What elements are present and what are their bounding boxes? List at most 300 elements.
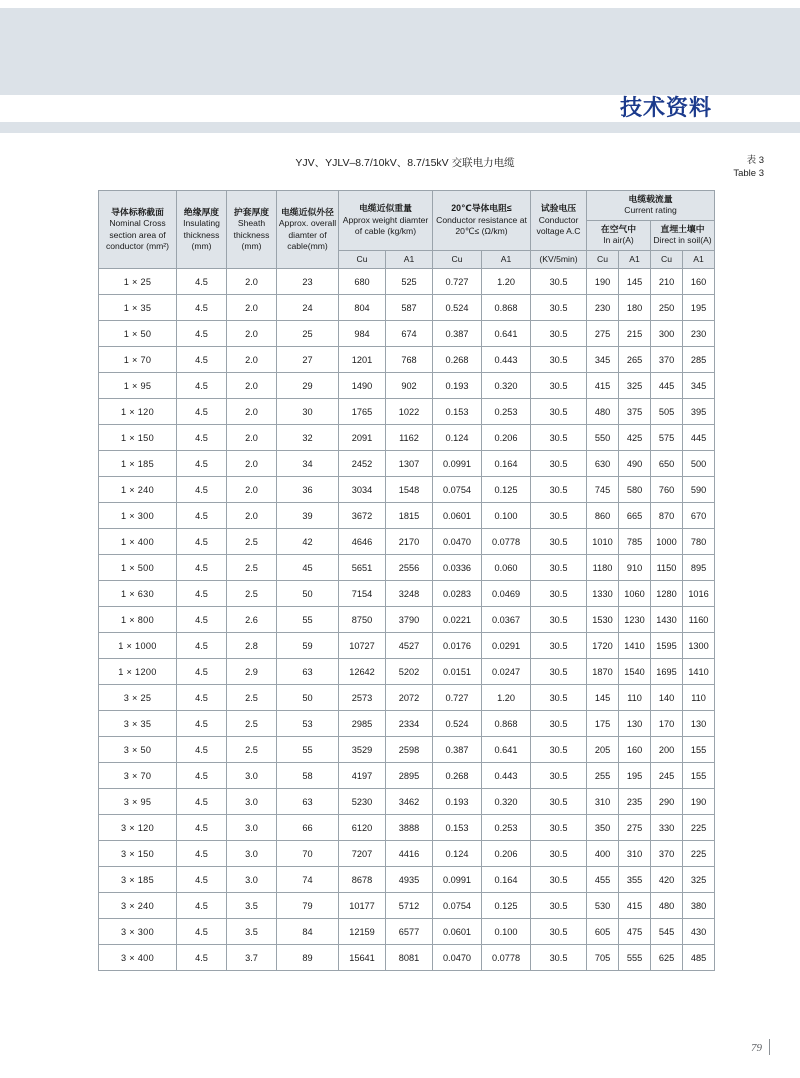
table-row xyxy=(99,867,715,893)
cell-insulating-thickness: 4.5 xyxy=(177,919,227,945)
cell-resistance-cu: 0.153 xyxy=(433,399,482,425)
cell-soil-cu: 420 xyxy=(651,867,683,893)
cell-soil-al: 285 xyxy=(683,347,715,373)
cell-weight-cu: 3034 xyxy=(339,477,386,503)
cell-soil-al: 670 xyxy=(683,503,715,529)
table-row xyxy=(99,659,715,685)
cell-air-al: 1410 xyxy=(619,633,651,659)
cell-insulating-thickness: 4.5 xyxy=(177,607,227,633)
cell-resistance-al: 0.253 xyxy=(482,815,531,841)
cell-air-cu: 1330 xyxy=(587,581,619,607)
cell-resistance-cu: 0.0991 xyxy=(433,451,482,477)
cell-sheath-thickness: 2.0 xyxy=(227,347,277,373)
cell-sheath-thickness: 2.0 xyxy=(227,269,277,295)
cell-insulating-thickness: 4.5 xyxy=(177,451,227,477)
cell-approx-diameter: 63 xyxy=(277,789,339,815)
cell-approx-diameter: 42 xyxy=(277,529,339,555)
cell-voltage: 30.5 xyxy=(531,269,587,295)
cell-insulating-thickness: 4.5 xyxy=(177,737,227,763)
cell-air-al: 475 xyxy=(619,919,651,945)
col-header-conductor-voltage xyxy=(531,191,587,251)
cell-soil-al: 380 xyxy=(683,893,715,919)
cell-size: 1 × 25 xyxy=(99,269,177,295)
cell-soil-cu: 290 xyxy=(651,789,683,815)
cell-voltage: 30.5 xyxy=(531,399,587,425)
col-header-approx-weight-cn: 电缆近似重量 xyxy=(359,203,412,214)
cell-size: 1 × 185 xyxy=(99,451,177,477)
cell-sheath-thickness: 3.0 xyxy=(227,867,277,893)
table-row xyxy=(99,945,715,971)
cell-resistance-al: 0.443 xyxy=(482,347,531,373)
cell-air-cu: 255 xyxy=(587,763,619,789)
cell-weight-cu: 3672 xyxy=(339,503,386,529)
cell-size: 1 × 50 xyxy=(99,321,177,347)
cell-sheath-thickness: 3.0 xyxy=(227,815,277,841)
cell-approx-diameter: 29 xyxy=(277,373,339,399)
cell-voltage: 30.5 xyxy=(531,815,587,841)
cell-sheath-thickness: 2.8 xyxy=(227,633,277,659)
cell-air-al: 180 xyxy=(619,295,651,321)
cell-weight-al: 4527 xyxy=(386,633,433,659)
cell-sheath-thickness: 3.5 xyxy=(227,893,277,919)
page-footer xyxy=(0,1030,800,1054)
table-row xyxy=(99,919,715,945)
cell-weight-al: 5202 xyxy=(386,659,433,685)
cell-voltage: 30.5 xyxy=(531,373,587,399)
col-header-nominal-cross-section-cn: 导体标称截面 xyxy=(111,206,164,217)
cell-soil-cu: 1000 xyxy=(651,529,683,555)
table-number xyxy=(733,154,764,180)
col-header-in-air-cn: 在空气中 xyxy=(600,223,637,234)
cell-air-al: 910 xyxy=(619,555,651,581)
cell-sheath-thickness: 2.5 xyxy=(227,685,277,711)
cell-approx-diameter: 58 xyxy=(277,763,339,789)
cell-air-cu: 630 xyxy=(587,451,619,477)
cell-resistance-al: 0.0367 xyxy=(482,607,531,633)
cell-air-al: 1230 xyxy=(619,607,651,633)
col-header-approx-overall-diameter xyxy=(277,191,339,269)
table-row xyxy=(99,295,715,321)
cell-air-cu: 1870 xyxy=(587,659,619,685)
col-header-in-air xyxy=(587,220,651,250)
cell-sheath-thickness: 2.5 xyxy=(227,737,277,763)
table-row xyxy=(99,633,715,659)
col-header-approx-overall-diameter-en: Approx. overall diamter of cable(mm) xyxy=(278,218,337,251)
table-row xyxy=(99,737,715,763)
col-header-conductor-resistance-cn: 20℃导体电阻≤ xyxy=(451,203,512,214)
cell-weight-cu: 2573 xyxy=(339,685,386,711)
cell-air-cu: 605 xyxy=(587,919,619,945)
cell-soil-al: 325 xyxy=(683,867,715,893)
cell-weight-al: 587 xyxy=(386,295,433,321)
table-row xyxy=(99,763,715,789)
cell-soil-cu: 370 xyxy=(651,347,683,373)
cell-sheath-thickness: 2.5 xyxy=(227,581,277,607)
cell-size: 3 × 95 xyxy=(99,789,177,815)
table-row xyxy=(99,347,715,373)
cell-weight-al: 674 xyxy=(386,321,433,347)
cell-weight-cu: 12642 xyxy=(339,659,386,685)
cell-voltage: 30.5 xyxy=(531,685,587,711)
col-header-insulating-thickness xyxy=(177,191,227,269)
cell-resistance-cu: 0.124 xyxy=(433,841,482,867)
cell-weight-al: 6577 xyxy=(386,919,433,945)
cell-voltage: 30.5 xyxy=(531,945,587,971)
col-header-approx-weight-en: Approx weight diamter of cable (kg/km) xyxy=(342,214,429,237)
cell-resistance-cu: 0.0991 xyxy=(433,867,482,893)
table-row xyxy=(99,269,715,295)
cell-soil-al: 230 xyxy=(683,321,715,347)
cell-approx-diameter: 66 xyxy=(277,815,339,841)
cell-soil-cu: 1280 xyxy=(651,581,683,607)
cell-weight-cu: 1490 xyxy=(339,373,386,399)
cell-approx-diameter: 55 xyxy=(277,737,339,763)
cell-weight-al: 2598 xyxy=(386,737,433,763)
cell-size: 3 × 400 xyxy=(99,945,177,971)
cell-weight-cu: 984 xyxy=(339,321,386,347)
cell-air-cu: 345 xyxy=(587,347,619,373)
cell-insulating-thickness: 4.5 xyxy=(177,867,227,893)
cell-soil-al: 130 xyxy=(683,711,715,737)
page-number-rule xyxy=(769,1039,770,1055)
cell-air-al: 375 xyxy=(619,399,651,425)
cell-voltage: 30.5 xyxy=(531,841,587,867)
cell-resistance-al: 0.641 xyxy=(482,737,531,763)
cell-soil-cu: 760 xyxy=(651,477,683,503)
cell-weight-cu: 680 xyxy=(339,269,386,295)
col-subheader-soil-al: A1 xyxy=(683,250,715,268)
cell-resistance-al: 0.206 xyxy=(482,425,531,451)
cell-size: 3 × 240 xyxy=(99,893,177,919)
cell-soil-cu: 505 xyxy=(651,399,683,425)
cell-resistance-cu: 0.124 xyxy=(433,425,482,451)
cell-soil-al: 1410 xyxy=(683,659,715,685)
cell-air-al: 425 xyxy=(619,425,651,451)
cell-weight-al: 1548 xyxy=(386,477,433,503)
cell-soil-cu: 575 xyxy=(651,425,683,451)
cell-approx-diameter: 59 xyxy=(277,633,339,659)
cell-sheath-thickness: 2.0 xyxy=(227,373,277,399)
table-row xyxy=(99,607,715,633)
cell-resistance-cu: 0.0601 xyxy=(433,503,482,529)
col-header-conductor-resistance-en: Conductor resistance at 20℃≤ (Ω/km) xyxy=(436,214,527,237)
cell-weight-cu: 1765 xyxy=(339,399,386,425)
cell-resistance-al: 0.125 xyxy=(482,477,531,503)
cell-resistance-cu: 0.0151 xyxy=(433,659,482,685)
cell-weight-al: 3248 xyxy=(386,581,433,607)
cell-soil-al: 395 xyxy=(683,399,715,425)
cell-soil-cu: 245 xyxy=(651,763,683,789)
cell-weight-cu: 4646 xyxy=(339,529,386,555)
cell-resistance-al: 0.0778 xyxy=(482,529,531,555)
cell-weight-al: 2334 xyxy=(386,711,433,737)
cell-resistance-cu: 0.524 xyxy=(433,295,482,321)
cell-air-cu: 350 xyxy=(587,815,619,841)
cell-sheath-thickness: 2.0 xyxy=(227,477,277,503)
col-header-conductor-voltage-en: Conductor voltage A.C xyxy=(536,214,581,237)
cell-air-cu: 1530 xyxy=(587,607,619,633)
table-header-row-1 xyxy=(99,191,715,221)
cell-weight-cu: 3529 xyxy=(339,737,386,763)
cell-resistance-cu: 0.0754 xyxy=(433,477,482,503)
cell-weight-cu: 1201 xyxy=(339,347,386,373)
cell-air-cu: 400 xyxy=(587,841,619,867)
cell-voltage: 30.5 xyxy=(531,477,587,503)
col-header-conductor-resistance xyxy=(433,191,531,251)
cell-resistance-cu: 0.0754 xyxy=(433,893,482,919)
cell-weight-cu: 2985 xyxy=(339,711,386,737)
cell-sheath-thickness: 2.0 xyxy=(227,295,277,321)
cell-resistance-cu: 0.0283 xyxy=(433,581,482,607)
col-subheader-voltage-unit: (KV/5min) xyxy=(531,250,587,268)
cell-size: 3 × 50 xyxy=(99,737,177,763)
cell-insulating-thickness: 4.5 xyxy=(177,945,227,971)
cell-soil-al: 110 xyxy=(683,685,715,711)
cell-size: 3 × 35 xyxy=(99,711,177,737)
cell-approx-diameter: 50 xyxy=(277,581,339,607)
cell-approx-diameter: 84 xyxy=(277,919,339,945)
cell-size: 1 × 500 xyxy=(99,555,177,581)
cell-approx-diameter: 32 xyxy=(277,425,339,451)
cell-resistance-cu: 0.268 xyxy=(433,347,482,373)
cell-soil-al: 590 xyxy=(683,477,715,503)
cell-approx-diameter: 79 xyxy=(277,893,339,919)
cell-resistance-cu: 0.0176 xyxy=(433,633,482,659)
col-header-direct-in-soil-en: Direct in soil(A) xyxy=(653,235,712,246)
col-header-current-rating-cn: 电缆载流量 xyxy=(628,194,673,204)
cell-resistance-al: 0.206 xyxy=(482,841,531,867)
cell-voltage: 30.5 xyxy=(531,711,587,737)
cell-soil-al: 895 xyxy=(683,555,715,581)
cell-soil-al: 1160 xyxy=(683,607,715,633)
cell-soil-cu: 650 xyxy=(651,451,683,477)
cell-voltage: 30.5 xyxy=(531,581,587,607)
cell-voltage: 30.5 xyxy=(531,555,587,581)
cell-approx-diameter: 34 xyxy=(277,451,339,477)
cell-sheath-thickness: 3.0 xyxy=(227,789,277,815)
cell-resistance-al: 0.641 xyxy=(482,321,531,347)
cell-insulating-thickness: 4.5 xyxy=(177,893,227,919)
cell-size: 3 × 70 xyxy=(99,763,177,789)
table-row xyxy=(99,581,715,607)
col-subheader-air-al: A1 xyxy=(619,250,651,268)
cell-resistance-al: 0.164 xyxy=(482,451,531,477)
cell-weight-cu: 4197 xyxy=(339,763,386,789)
cell-resistance-al: 0.868 xyxy=(482,711,531,737)
cell-soil-al: 485 xyxy=(683,945,715,971)
cell-soil-cu: 870 xyxy=(651,503,683,529)
cell-insulating-thickness: 4.5 xyxy=(177,529,227,555)
col-header-insulating-thickness-en: Insulating thickness (mm) xyxy=(183,218,220,251)
table-header xyxy=(99,191,715,269)
cell-insulating-thickness: 4.5 xyxy=(177,347,227,373)
cell-air-al: 110 xyxy=(619,685,651,711)
cell-voltage: 30.5 xyxy=(531,451,587,477)
col-header-approx-weight xyxy=(339,191,433,251)
cell-soil-al: 160 xyxy=(683,269,715,295)
cell-approx-diameter: 36 xyxy=(277,477,339,503)
cell-voltage: 30.5 xyxy=(531,737,587,763)
cell-soil-cu: 545 xyxy=(651,919,683,945)
cell-sheath-thickness: 3.5 xyxy=(227,919,277,945)
col-header-sheath-thickness-en: Sheath thickness (mm) xyxy=(233,218,270,251)
cell-soil-cu: 330 xyxy=(651,815,683,841)
cell-weight-cu: 7207 xyxy=(339,841,386,867)
cell-weight-al: 2170 xyxy=(386,529,433,555)
cell-voltage: 30.5 xyxy=(531,789,587,815)
cell-weight-al: 4935 xyxy=(386,867,433,893)
table-row xyxy=(99,321,715,347)
cell-weight-cu: 7154 xyxy=(339,581,386,607)
cell-weight-cu: 2452 xyxy=(339,451,386,477)
cell-resistance-al: 0.100 xyxy=(482,919,531,945)
cell-air-cu: 415 xyxy=(587,373,619,399)
col-subheader-weight-cu: Cu xyxy=(339,250,386,268)
page-number: 79 xyxy=(751,1042,762,1054)
cell-air-al: 1060 xyxy=(619,581,651,607)
cell-insulating-thickness: 4.5 xyxy=(177,581,227,607)
cell-resistance-al: 0.868 xyxy=(482,295,531,321)
cell-soil-cu: 480 xyxy=(651,893,683,919)
cell-weight-al: 902 xyxy=(386,373,433,399)
cell-size: 1 × 95 xyxy=(99,373,177,399)
table-row xyxy=(99,477,715,503)
cell-voltage: 30.5 xyxy=(531,425,587,451)
col-header-direct-in-soil-cn: 直埋土壤中 xyxy=(660,223,705,234)
col-header-sheath-thickness-cn: 护套厚度 xyxy=(233,206,270,217)
cell-resistance-cu: 0.0601 xyxy=(433,919,482,945)
col-header-current-rating-en: Current rating xyxy=(624,205,677,216)
cell-weight-al: 2072 xyxy=(386,685,433,711)
cell-approx-diameter: 24 xyxy=(277,295,339,321)
cell-approx-diameter: 70 xyxy=(277,841,339,867)
table-row xyxy=(99,815,715,841)
cell-resistance-cu: 0.268 xyxy=(433,763,482,789)
table-caption xyxy=(0,155,800,187)
cell-weight-cu: 804 xyxy=(339,295,386,321)
cell-soil-cu: 300 xyxy=(651,321,683,347)
cell-air-cu: 275 xyxy=(587,321,619,347)
cell-soil-cu: 445 xyxy=(651,373,683,399)
cell-insulating-thickness: 4.5 xyxy=(177,295,227,321)
cell-air-al: 130 xyxy=(619,711,651,737)
cell-air-al: 1540 xyxy=(619,659,651,685)
cell-sheath-thickness: 2.0 xyxy=(227,399,277,425)
cell-resistance-al: 0.0778 xyxy=(482,945,531,971)
cell-air-cu: 145 xyxy=(587,685,619,711)
cell-weight-al: 3888 xyxy=(386,815,433,841)
cell-size: 3 × 120 xyxy=(99,815,177,841)
cell-soil-al: 195 xyxy=(683,295,715,321)
cell-weight-cu: 10177 xyxy=(339,893,386,919)
cell-resistance-cu: 0.387 xyxy=(433,321,482,347)
table-row xyxy=(99,685,715,711)
cell-weight-al: 1815 xyxy=(386,503,433,529)
cell-weight-al: 5712 xyxy=(386,893,433,919)
cell-insulating-thickness: 4.5 xyxy=(177,711,227,737)
cell-soil-al: 430 xyxy=(683,919,715,945)
cell-insulating-thickness: 4.5 xyxy=(177,763,227,789)
cell-resistance-cu: 0.0470 xyxy=(433,529,482,555)
col-header-nominal-cross-section xyxy=(99,191,177,269)
cell-air-al: 195 xyxy=(619,763,651,789)
col-header-approx-overall-diameter-cn: 电缆近似外径 xyxy=(281,206,334,217)
table-row xyxy=(99,373,715,399)
cell-sheath-thickness: 3.7 xyxy=(227,945,277,971)
cell-resistance-cu: 0.0470 xyxy=(433,945,482,971)
cell-air-al: 145 xyxy=(619,269,651,295)
cell-soil-al: 155 xyxy=(683,763,715,789)
cell-resistance-al: 0.320 xyxy=(482,373,531,399)
col-header-sheath-thickness xyxy=(227,191,277,269)
cell-air-al: 235 xyxy=(619,789,651,815)
cell-air-al: 785 xyxy=(619,529,651,555)
cell-insulating-thickness: 4.5 xyxy=(177,503,227,529)
col-header-current-rating xyxy=(587,191,715,221)
cell-size: 1 × 1200 xyxy=(99,659,177,685)
cell-insulating-thickness: 4.5 xyxy=(177,555,227,581)
col-subheader-soil-cu: Cu xyxy=(651,250,683,268)
cell-air-cu: 1010 xyxy=(587,529,619,555)
cell-size: 3 × 300 xyxy=(99,919,177,945)
cell-insulating-thickness: 4.5 xyxy=(177,789,227,815)
cell-weight-al: 525 xyxy=(386,269,433,295)
cell-weight-al: 2556 xyxy=(386,555,433,581)
cell-voltage: 30.5 xyxy=(531,529,587,555)
col-subheader-weight-al: A1 xyxy=(386,250,433,268)
table-row xyxy=(99,529,715,555)
cell-size: 1 × 800 xyxy=(99,607,177,633)
col-subheader-resistance-al: A1 xyxy=(482,250,531,268)
table-row xyxy=(99,425,715,451)
cell-air-cu: 1720 xyxy=(587,633,619,659)
cell-resistance-cu: 0.0221 xyxy=(433,607,482,633)
cell-soil-al: 225 xyxy=(683,841,715,867)
cell-air-cu: 860 xyxy=(587,503,619,529)
cell-weight-cu: 10727 xyxy=(339,633,386,659)
table-row xyxy=(99,451,715,477)
cell-weight-cu: 15641 xyxy=(339,945,386,971)
cell-approx-diameter: 74 xyxy=(277,867,339,893)
cell-voltage: 30.5 xyxy=(531,659,587,685)
cell-sheath-thickness: 2.5 xyxy=(227,529,277,555)
cell-size: 3 × 25 xyxy=(99,685,177,711)
cell-weight-al: 8081 xyxy=(386,945,433,971)
cell-air-al: 355 xyxy=(619,867,651,893)
cell-weight-cu: 12159 xyxy=(339,919,386,945)
cell-weight-cu: 5651 xyxy=(339,555,386,581)
cell-approx-diameter: 30 xyxy=(277,399,339,425)
table-row xyxy=(99,399,715,425)
cell-air-cu: 705 xyxy=(587,945,619,971)
cell-approx-diameter: 27 xyxy=(277,347,339,373)
header-band-top xyxy=(0,8,800,95)
table-caption-title: YJV、YJLV–8.7/10kV、8.7/15kV 交联电力电缆 xyxy=(295,157,515,169)
col-subheader-resistance-cu: Cu xyxy=(433,250,482,268)
cell-insulating-thickness: 4.5 xyxy=(177,685,227,711)
cell-size: 3 × 150 xyxy=(99,841,177,867)
cell-sheath-thickness: 2.6 xyxy=(227,607,277,633)
cell-resistance-al: 0.253 xyxy=(482,399,531,425)
cable-specification-table xyxy=(98,190,715,971)
cell-resistance-al: 0.060 xyxy=(482,555,531,581)
cell-resistance-cu: 0.153 xyxy=(433,815,482,841)
table-row xyxy=(99,503,715,529)
cell-size: 1 × 400 xyxy=(99,529,177,555)
cell-air-cu: 1180 xyxy=(587,555,619,581)
cell-voltage: 30.5 xyxy=(531,321,587,347)
cell-voltage: 30.5 xyxy=(531,763,587,789)
